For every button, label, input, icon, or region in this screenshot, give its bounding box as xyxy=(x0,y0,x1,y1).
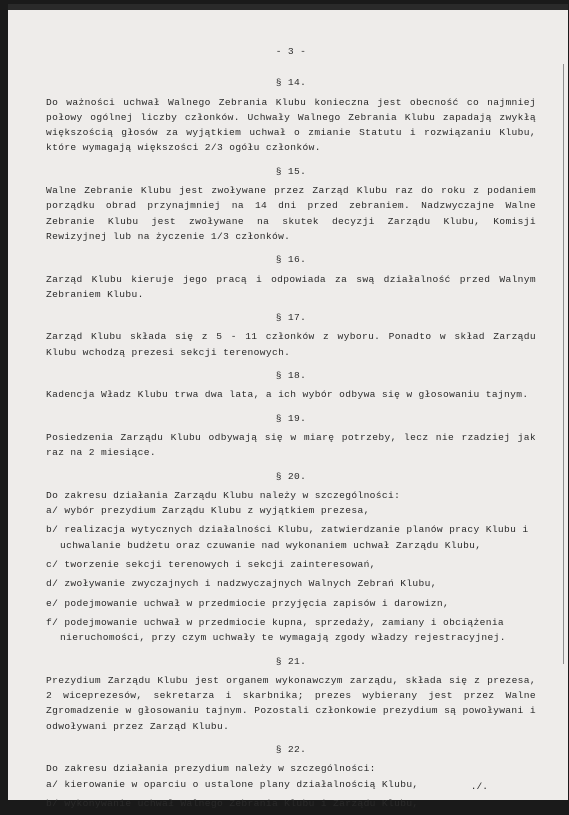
section-heading-19: § 19. xyxy=(275,412,307,424)
section-text-15: Walne Zebranie Klubu jest zwoływane przez Zarząd Klubu raz do roku z podaniem porządku obrad przynajmniej na 14 dni przed zebraniem. Nadzwyczajne Walne Zebranie Klubu jest zwoływane na skutek decyzji Zarządu Klubu, Komisji Rewizyjnej lub na życzenie 1/3 członków. xyxy=(46,185,536,242)
page-number: - 3 - xyxy=(275,46,307,57)
section-text-21: Prezydium Zarządu Klubu jest organem wykonawczym zarządu, składa się z prezesa, 2 wiceprezesów, sekretarza i skarbnika; prezes wybierany jest przez Walne Zgromadzenie w głosowaniu tajnym. Pozostali członkowie prezydium są powoływani i odwoływani przez Zarząd Klubu. xyxy=(46,674,536,732)
section-intro-22: Do zakresu działania prezydium należy w szczególności: xyxy=(46,763,376,775)
section-heading-18: § 18. xyxy=(275,370,307,382)
list-item: a/ wybór prezydium Zarządu Klubu z wyjątkiem prezesa, xyxy=(46,505,370,517)
scan-top-edge xyxy=(8,4,568,10)
section-heading-17: § 17. xyxy=(275,312,307,324)
section-text-16: Zarząd Klubu kieruje jego pracą i odpowiada za swą działalność przed Walnym Zebraniem Klubu. xyxy=(46,273,536,300)
section-heading-16: § 16. xyxy=(275,254,307,266)
list-item: a/ kierowanie w oparciu o ustalone plany działalnością Klubu, xyxy=(46,778,419,790)
section-text-19: Posiedzenia Zarządu Klubu odbywają się w miarę potrzeby, lecz nie rzadziej jak raz na 2 miesiące. xyxy=(46,431,536,459)
scan-margin-line xyxy=(563,64,564,664)
section-heading-14: § 14. xyxy=(275,77,307,89)
list-item: c/ tworzenie sekcji terenowych i sekcji zainteresowań, xyxy=(46,559,376,571)
section-heading-22: § 22. xyxy=(275,743,307,755)
section-text-18: Kadencja Władz Klubu trwa dwa lata, a ich wybór odbywa się w głosowaniu tajnym. xyxy=(46,389,529,401)
continuation-mark: ./. xyxy=(470,781,488,792)
list-item: e/ podejmowanie uchwał w przedmiocie przyjęcia zapisów i darowizn, xyxy=(46,597,450,609)
list-item: b/ realizacja wytycznych działalności Klubu, zatwierdzanie planów pracy Klubu i uchwalanie budżetu oraz czuwanie nad wykonaniem uchwał Zarządu Klubu, xyxy=(46,524,529,551)
list-item: b/ wykonywanie uchwał Walnego Zebrania Klubu i Zarządu Klubu, xyxy=(46,797,419,809)
section-text-17: Zarząd Klubu składa się z 5 - 11 członków z wyboru. Ponadto w skład Zarządu Klubu wchodzą prezesi sekcji terenowych. xyxy=(46,331,536,358)
page-content xyxy=(46,44,536,815)
section-heading-21: § 21. xyxy=(275,655,307,667)
section-text-14: Do ważności uchwał Walnego Zebrania Klubu konieczna jest obecność co najmniej połowy ogólnej liczby członków. Uchwały Walnego Zebrania Klubu zapadają zwykłą większością głosów za wyjątkiem uchwał o zmianie Statutu i rozwiązaniu Klubu, które wymagają większości 2/3 ogółu członków. xyxy=(46,96,536,154)
section-heading-20: § 20. xyxy=(275,470,307,482)
section-heading-15: § 15. xyxy=(275,165,307,177)
document-page xyxy=(8,4,568,809)
section-intro-20: Do zakresu działania Zarządu Klubu należy w szczególności: xyxy=(46,489,401,501)
list-item: f/ podejmowanie uchwał w przedmiocie kupna, sprzedaży, zamiany i obciążenia nieruchomości, przy czym uchwały te wymagają zgody władzy rejestracyjnej. xyxy=(46,616,506,644)
list-item: d/ zwoływanie zwyczajnych i nadzwyczajnych Walnych Zebrań Klubu, xyxy=(46,578,437,590)
